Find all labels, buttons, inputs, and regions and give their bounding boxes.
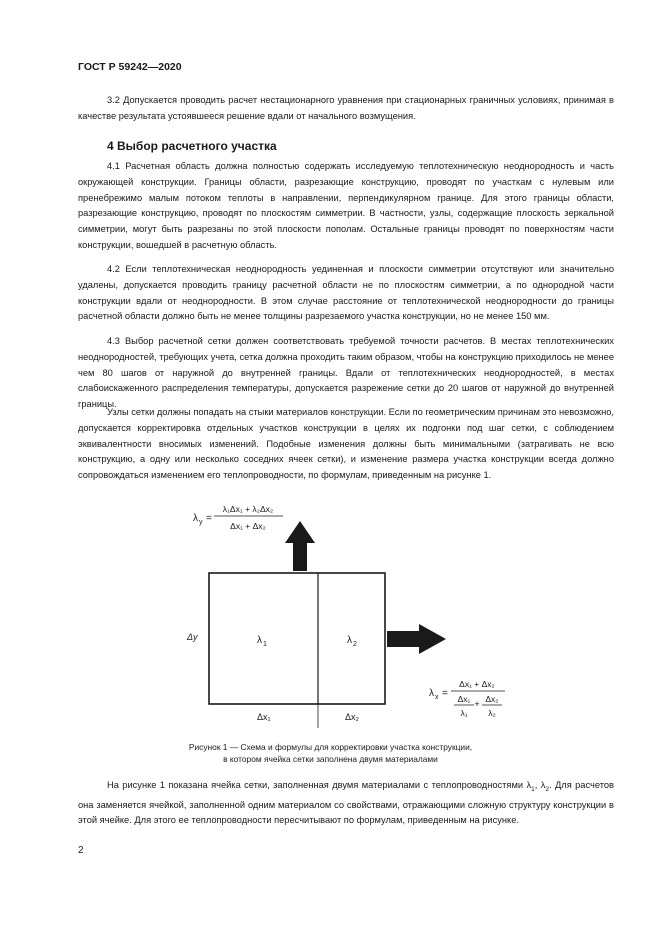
label-lambda-2: λ xyxy=(347,635,352,646)
paragraph-4-3: 4.3 Выбор расчетной сетки должен соответствовать требуемой точности расчетов. В местах теплотехнических неоднородностей, требующих учета, сетка должна проходить таким образом, чтобы на конструкцию приходилось не менее чем 80 шагов от наружной до внутренней границы. Вдали от теплотехнических неоднородностей, в местах слабоискаженного распределения температуры, допускается разрежение сетки до 20 шагов от наружной до внутренней границы. xyxy=(78,336,614,410)
formula-lambda-y xyxy=(193,504,283,531)
formula-x-lhs-sub: x xyxy=(435,694,439,701)
label-delta-x1: Δx₁ xyxy=(257,712,271,722)
arrow-right-icon xyxy=(387,624,446,654)
figure-caption-line-1: Рисунок 1 — Схема и формулы для корректировки участка конструкции, xyxy=(188,742,473,752)
paragraph-4-2: 4.2 Если теплотехническая неоднородность уединенная и плоскости симметрии отсутствуют или значительно удалены, допускается проводить границу расчетной области не по плоскостям симметрии, а по однородной части конструкции вдали от неоднородности. В этом случае расстояние от теплотехнической неоднородности до границы расчетной области должно быть не менее толщины разрезаемого участка конструкции, но не менее 150 мм. xyxy=(78,264,614,322)
figure-caption-line-2: в котором ячейка сетки заполнена двумя материалами xyxy=(223,754,438,764)
formula-x-numerator: Δx₁ + Δx₂ xyxy=(459,679,495,689)
label-delta-y: Δy xyxy=(187,632,198,642)
section-title: 4 Выбор расчетного участка xyxy=(107,139,277,153)
formula-x-lhs: λ xyxy=(429,688,434,699)
grid-cell-outline xyxy=(209,573,385,704)
arrow-up-icon xyxy=(285,521,315,571)
label-lambda-1: λ xyxy=(257,635,262,646)
formula-y-numerator: λ₁Δx₁ + λ₂Δx₂ xyxy=(222,504,274,514)
formula-y-lhs-sub: y xyxy=(199,519,203,526)
formula-y-lhs: λ xyxy=(193,513,198,524)
paragraph-3-2: 3.2 Допускается проводить расчет нестационарного уравнения при стационарных граничных условиях, принимая в качестве результата устоявшееся решение вдали от начального возмущения. xyxy=(78,95,614,121)
bottom-sub-1: 1 xyxy=(531,785,535,793)
bottom-text-a: На рисунке 1 показана ячейка сетки, заполненная двумя материалами с теплопроводностями λ xyxy=(107,780,532,790)
bottom-text-b: , λ xyxy=(534,780,546,790)
formula-x-term2-den: λ₂ xyxy=(488,708,496,718)
paragraph-grid-nodes: Узлы сетки должны попадать на стыки материалов конструкции. Если по геометрическим причинам это невозможно, допускается корректировка отдельных участков конструкции в целях их подгонки под шаг сетки, с соблюдением эквивалентности вносимых изменений. Подобные изменения должны быть минимальными (затрагивать не всю конструкцию, а одну или несколько соседних ячеек сетки), и изменение размера участка конструкции всегда должно сопровождаться изменением его теплопроводности, по формулам, приведенным на рисунке 1. xyxy=(78,407,614,481)
document-header: ГОСТ Р 59242—2020 xyxy=(78,61,182,73)
formula-x-term1-den: λ₁ xyxy=(460,708,468,718)
label-lambda-2-sub: 2 xyxy=(353,641,357,648)
bottom-sub-2: 2 xyxy=(545,785,549,793)
paragraph-4-1: 4.1 Расчетная область должна полностью содержать исследуемую теплотехническую неоднородность и часть окружающей конструкции. Границы области, разрезающие конструкцию, проводят по участкам с нулевым или пренебрежимо малым потоком теплоты в направлении, перпендикулярном границе. Для этого границы области, разрезающие конструкцию, проводят по плоскостям симметрии. В частности, узлы, содержащие плоскость зеркальной симметрии, могут быть разрезаны по этой плоскости пополам. Остальные границы проводят по поверхностям части конструкции, вошедшей в расчетную область. xyxy=(78,161,614,250)
formula-x-term1-num: Δx₁ xyxy=(457,694,471,704)
formula-y-equals: = xyxy=(206,513,212,524)
formula-x-plus: + xyxy=(474,699,480,709)
formula-x-term2-num: Δx₂ xyxy=(485,694,499,704)
formula-x-equals: = xyxy=(442,688,448,699)
label-delta-x2: Δx₂ xyxy=(345,712,360,722)
bottom-text-c: . Для расчетов она заменяется ячейкой, заполненной одним материалом со свойствами, отражающими сложную структуру конструкции в этой ячейке. Для этого ее теплопроводности пересчитывают по формулам, приведенным на рисунке. xyxy=(78,780,614,826)
label-lambda-1-sub: 1 xyxy=(263,641,267,648)
paragraph-figure-description xyxy=(78,778,614,829)
formula-lambda-x xyxy=(429,679,505,718)
formula-y-denominator: Δx₁ + Δx₂ xyxy=(230,521,266,531)
page-number: 2 xyxy=(78,845,84,856)
